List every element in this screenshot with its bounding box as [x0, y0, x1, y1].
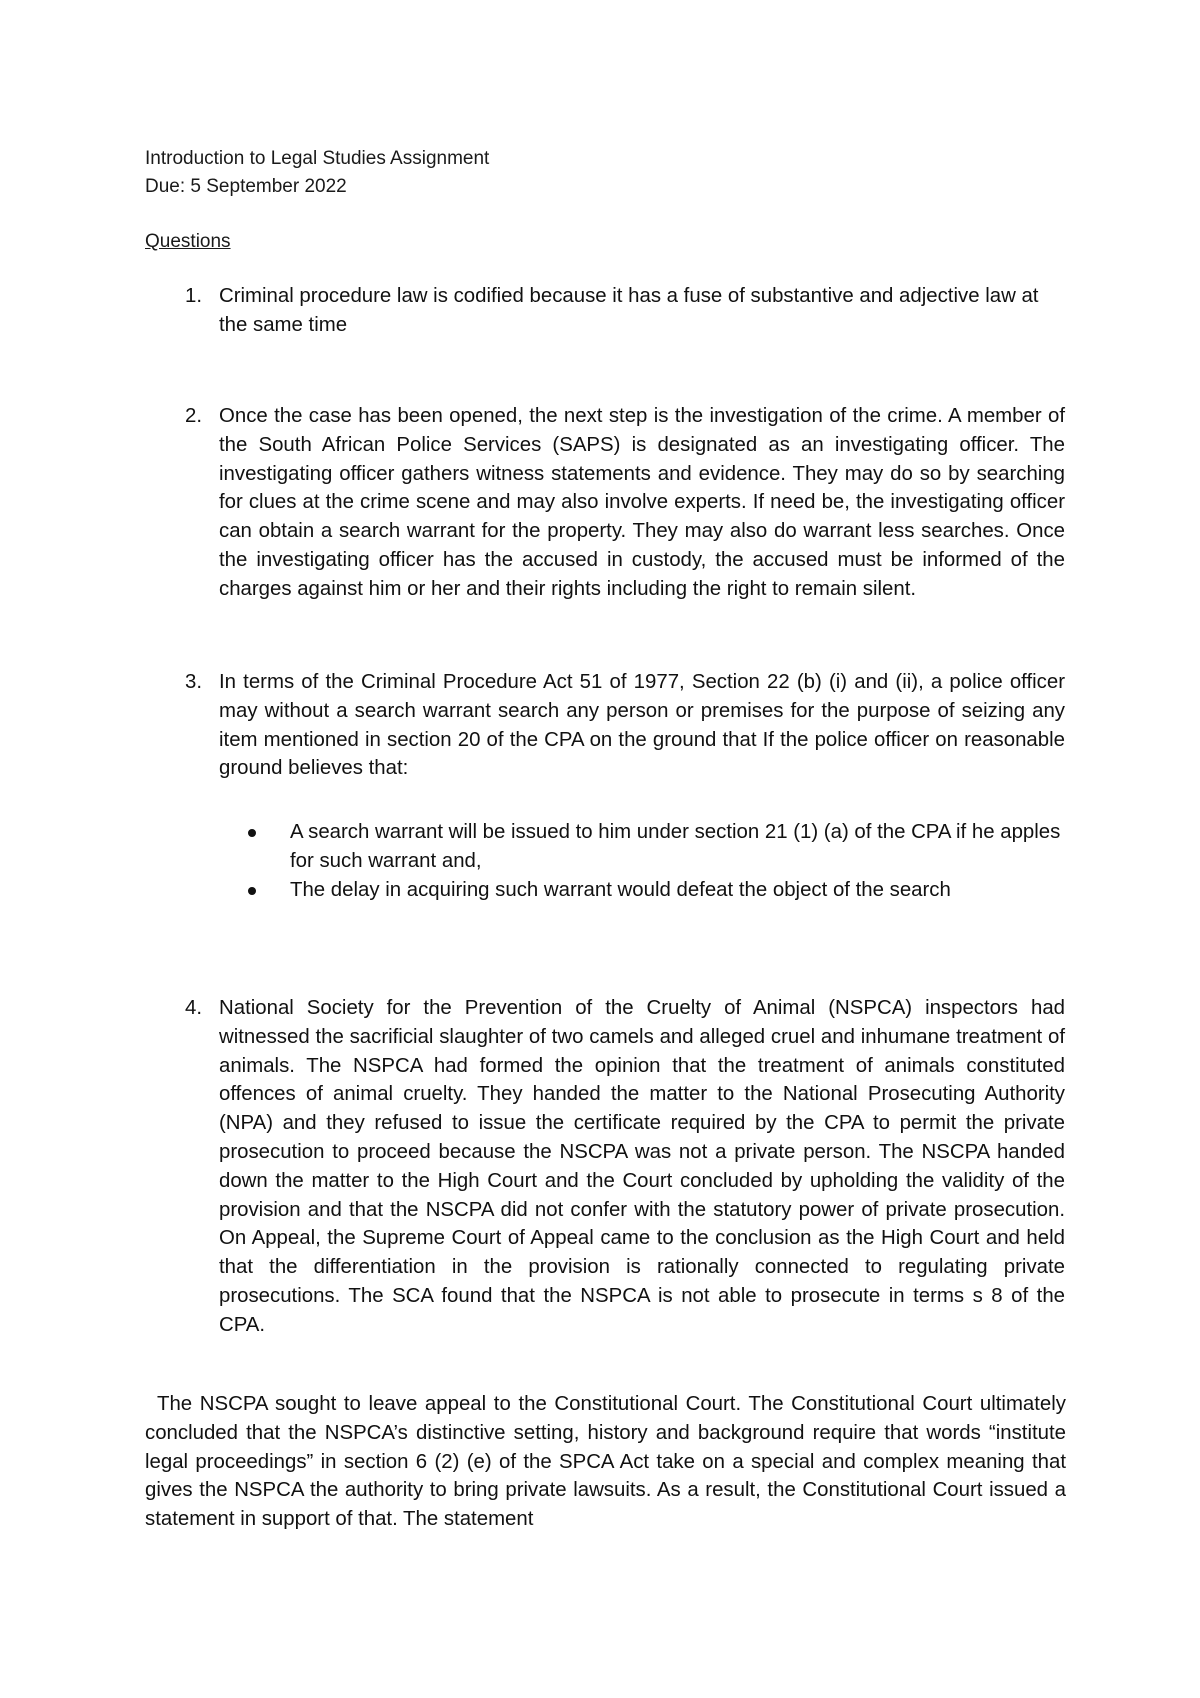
question-number: 2.: [185, 405, 203, 427]
question-text: National Society for the Prevention of the Cruelty of Animal (NSPCA) inspectors had witnessed the sacrificial slaughter of two camels and alleged cruel and inhumane treatment of animals. The NSPCA had formed the opinion that the treatment of animals constituted offences of animal cruelty. They handed the matter to the National Prosecuting Authority (NPA) and they refused to issue the certificate required by the CPA to permit the private prosecution to proceed because the NSCPA was not a private person. The NSCPA handed down the matter to the High Court and the Court concluded by upholding the validity of the provision and that the NSCPA did not confer with the statutory power of private prosecution. On Appeal, the Supreme Court of Appeal came to the conclusion as the High Court and held that the differentiation in the provision is rationally connected to regulating private prosecutions. The SCA found that the NSPCA is not able to prosecute in terms s 8 of the CPA.: [219, 997, 1065, 1336]
question-text: Once the case has been opened, the next step is the investigation of the crime. A member of the South African Police Services (SAPS) is designated as an investigating officer. The investigating officer gathers witness statements and evidence. They may do so by searching for clues at the crime scene and may also involve experts. If need be, the investigating officer can obtain a search warrant for the property. They may also do warrant less searches. Once the investigating officer has the accused in custody, the accused must be informed of the charges against him or her and their rights including the right to remain silent.: [219, 405, 1065, 600]
question-1: [185, 282, 1065, 340]
question-2: [185, 402, 1065, 604]
questions-heading: Questions: [145, 231, 231, 252]
question-4: [185, 994, 1065, 1340]
question-text: In terms of the Criminal Procedure Act 51 of 1977, Section 22 (b) (i) and (ii), a police officer may without a search warrant search any person or premises for the purpose of seizing any item mentioned in section 20 of the CPA on the ground that If the police officer on reasonable ground believes that:: [219, 671, 1065, 780]
question-number: 4.: [185, 997, 203, 1019]
continuation-paragraph: The NSCPA sought to leave appeal to the Constitutional Court. The Constitutional Court ultimately concluded that the NSPCA’s distinctive setting, history and background require that words “institute legal proceedings” in section 6 (2) (e) of the SPCA Act take on a special and complex meaning that gives the NSPCA the authority to bring private lawsuits. As a result, the Constitutional Court issued a statement in support of that. The statement: [145, 1393, 1066, 1531]
bullet-item: [248, 818, 1068, 876]
bullet-icon: [248, 887, 256, 895]
question-number: 3.: [185, 671, 203, 693]
bullet-item: [248, 876, 1068, 905]
question-number: 1.: [185, 285, 203, 307]
document-title: Introduction to Legal Studies Assignment: [145, 148, 490, 169]
question-text: Criminal procedure law is codified because it has a fuse of substantive and adjective law at the same time: [219, 285, 1039, 336]
bullet-text: The delay in acquiring such warrant would defeat the object of the search: [290, 878, 951, 901]
bullet-text: A search warrant will be issued to him under section 21 (1) (a) of the CPA if he apples for such warrant and,: [290, 821, 1061, 872]
question-3-bullets: [248, 818, 1068, 904]
bullet-icon: [248, 829, 256, 837]
question-3: [185, 668, 1065, 783]
due-date: Due: 5 September 2022: [145, 176, 347, 197]
